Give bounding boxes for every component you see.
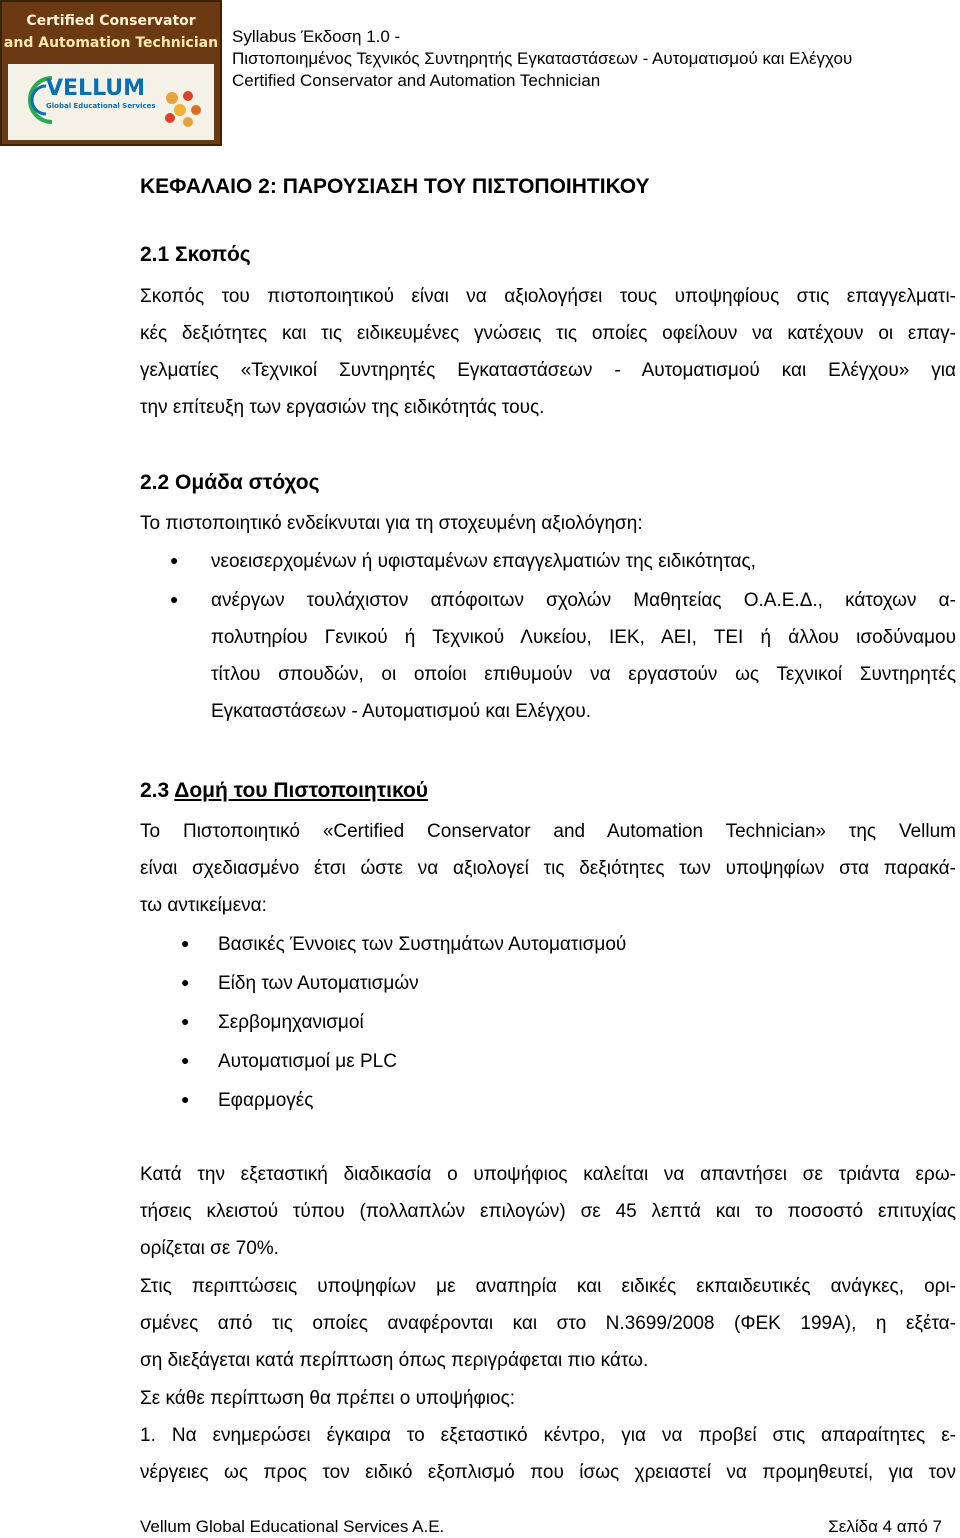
section-2-2-intro: Το πιστοποιητικό ενδείκνυται για τη στοχευμένη αξιολόγηση:	[140, 513, 643, 534]
bullet-icon: ●	[181, 1013, 190, 1029]
target-group-item	[211, 582, 956, 730]
bullet-icon: ●	[170, 591, 179, 607]
header-title-greek: Πιστοποιημένος Τεχνικός Συντηρητής Εγκαταστάσεων - Αυτοματισμού και Ελέγχου	[232, 49, 853, 68]
section-2-2-title: 2.2 Ομάδα στόχος	[140, 471, 320, 494]
paragraph-line: Εγκαταστάσεων - Αυτοματισμού και Ελέγχου.	[211, 701, 591, 722]
vellum-logo	[8, 64, 214, 140]
bullet-icon: ●	[181, 974, 190, 990]
paragraph-line: νέργειες ως προς τον ειδικό εξοπλισμό που ίσως χρειαστεί να προμηθευτεί, για τον	[140, 1462, 956, 1483]
section-2-1-title: 2.1 Σκοπός	[140, 243, 251, 266]
logo-line1: Certified Conservator	[26, 13, 196, 29]
subject-item: Βασικές Έννοιες των Συστημάτων Αυτοματισμού	[218, 934, 627, 955]
section-2-3-paragraph	[140, 813, 956, 924]
paragraph-line: είναι σχεδιασμένο έτσι ώστε να αξιολογεί τις δεξιότητες των υποψηφίων στα παρακά-	[140, 858, 956, 879]
vellum-subtitle: Global Educational Services	[46, 102, 156, 110]
section-title-text: Δομή του Πιστοποιητικού	[174, 779, 429, 802]
vellum-wordmark: VELLUM	[46, 76, 146, 101]
subject-item: Αυτοματισμοί με PLC	[218, 1051, 397, 1072]
paragraph-line: Κατά την εξεταστική διαδικασία ο υποψήφιος καλείται να απαντήσει σε τριάντα ερω-	[140, 1164, 956, 1185]
paragraph-line: γελματίες «Τεχνικοί Συντηρητές Εγκαταστάσεων - Αυτοματισμού και Ελέγχου» για	[140, 360, 956, 381]
section-2-1-paragraph	[140, 278, 956, 426]
numbered-paragraph	[140, 1417, 956, 1491]
section-number: 2.3	[140, 779, 175, 802]
header-title-english: Certified Conservator and Automation Technician	[232, 71, 601, 90]
molecule-icon	[160, 88, 206, 128]
paragraph-line: σμένες από τις οποίες αναφέρονται και στο Ν.3699/2008 (ΦΕΚ 199Α), η εξέτα-	[140, 1313, 956, 1334]
target-group-item: νεοεισερχομένων ή υφισταμένων επαγγελματιών της ειδικότητας,	[211, 551, 756, 572]
paragraph-line: πολυτηρίου Γενικού ή Τεχνικού Λυκείου, ΙΕΚ, ΑΕΙ, ΤΕΙ ή άλλου ισοδύναμου	[211, 627, 956, 648]
certificate-logo	[0, 0, 222, 146]
paragraph-line: τω αντικείμενα:	[140, 895, 267, 916]
footer-page-number: Σελίδα 4 από 7	[828, 1517, 942, 1536]
footer-company: Vellum Global Educational Services A.E.	[140, 1517, 445, 1536]
candidate-must-line: Σε κάθε περίπτωση θα πρέπει ο υποψήφιος:	[140, 1388, 516, 1409]
header-syllabus-version: Syllabus Έκδοση 1.0 -	[232, 27, 401, 46]
subject-item: Εφαρμογές	[218, 1090, 314, 1111]
bullet-icon: ●	[181, 935, 190, 951]
paragraph-line: τήσεις κλειστού τύπου (πολλαπλών επιλογών) σε 45 λεπτά και το ποσοστό επιτυχίας	[140, 1201, 956, 1222]
subject-item: Είδη των Αυτοματισμών	[218, 973, 419, 994]
paragraph-line: ανέργων τουλάχιστον απόφοιτων σχολών Μαθητείας Ο.Α.Ε.Δ., κάτοχων α-	[211, 590, 956, 611]
paragraph-line: 1. Να ενημερώσει έγκαιρα το εξεταστικό κέντρο, για να προβεί στις απαραίτητες ε-	[140, 1425, 956, 1446]
chapter-title: ΚΕΦΑΛΑΙΟ 2: ΠΑΡΟΥΣΙΑΣΗ ΤΟΥ ΠΙΣΤΟΠΟΙΗΤΙΚΟΥ	[140, 175, 650, 198]
bullet-icon: ●	[170, 552, 179, 568]
paragraph-line: Στις περιπτώσεις υποψηφίων με αναπηρία και ειδικές εκπαιδευτικές ανάγκες, ορι-	[140, 1276, 956, 1297]
logo-title	[2, 2, 220, 62]
paragraph-line: Σκοπός του πιστοποιητικού είναι να αξιολογήσει τους υποψηφίους στις επαγγελματι-	[140, 286, 956, 307]
paragraph-line: την επίτευξη των εργασιών της ειδικότητάς τους.	[140, 397, 545, 418]
paragraph-line: τίτλου σπουδών, οι οποίοι επιθυμούν να εργαστούν ως Τεχνικοί Συντηρητές	[211, 664, 956, 685]
exam-paragraph	[140, 1156, 956, 1267]
subject-item: Σερβομηχανισμοί	[218, 1012, 364, 1033]
logo-line2: and Automation Technician	[3, 35, 219, 51]
paragraph-line: ση διεξάγεται κατά περίπτωση όπως περιγράφεται πιο κάτω.	[140, 1350, 649, 1371]
bullet-icon: ●	[181, 1091, 190, 1107]
bullet-icon: ●	[181, 1052, 190, 1068]
paragraph-line: Το Πιστοποιητικό «Certified Conservator and Automation Technician» της Vellum	[140, 821, 956, 842]
paragraph-line: κές δεξιότητες και τις ειδικευμένες γνώσεις τις οποίες οφείλουν να κατέχουν οι επαγ-	[140, 323, 956, 344]
section-2-3-title	[140, 779, 428, 803]
special-needs-paragraph	[140, 1268, 956, 1379]
paragraph-line: ορίζεται σε 70%.	[140, 1238, 279, 1259]
